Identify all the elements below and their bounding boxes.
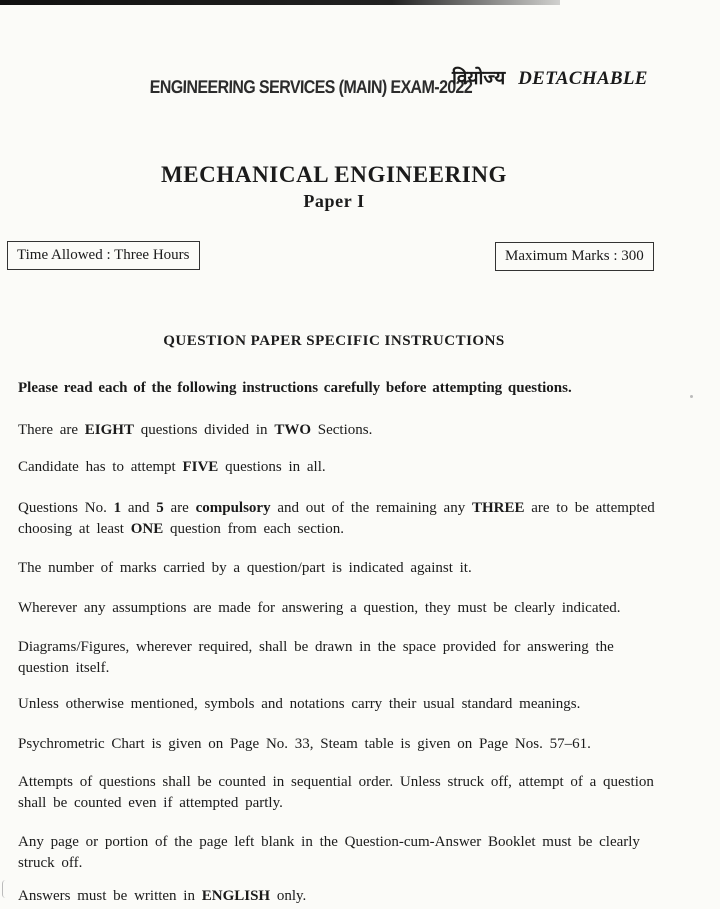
instructions-heading: QUESTION PAPER SPECIFIC INSTRUCTIONS <box>163 333 505 349</box>
detachable-english: DETACHABLE <box>518 68 648 89</box>
instruction-item: Candidate has to attempt FIVE questions in all. <box>18 459 326 475</box>
instruction-item: Wherever any assumptions are made for answering a question, they must be clearly indicated. <box>18 600 621 616</box>
exam-stamp: ENGINEERING SERVICES (MAIN) EXAM-2022 <box>149 78 473 98</box>
detachable-label <box>452 64 648 90</box>
instruction-item: There are EIGHT questions divided in TWO Sections. <box>18 422 373 438</box>
read-notice: Please read each of the following instructions carefully before attempting questions. <box>18 380 572 396</box>
scan-speck <box>690 395 693 398</box>
instruction-item: Attempts of questions shall be counted in sequential order. Unless struck off, attempt of a question shall be counted even if attempted partly. <box>18 774 654 811</box>
instruction-item: Answers must be written in ENGLISH only. <box>18 888 307 904</box>
top-border-rule <box>0 0 560 5</box>
scan-edge-mark <box>2 880 9 898</box>
detachable-hindi: वियोज्य <box>452 67 506 89</box>
instruction-item: Questions No. 1 and 5 are compulsory and out of the remaining any THREE are to be attempted choosing at least ONE question from each section. <box>18 500 655 537</box>
instruction-item: Diagrams/Figures, wherever required, shall be drawn in the space provided for answering the question itself. <box>18 639 614 676</box>
instruction-item: Unless otherwise mentioned, symbols and notations carry their usual standard meanings. <box>18 696 581 712</box>
time-allowed-box: Time Allowed : Three Hours <box>7 241 200 270</box>
instruction-item: The number of marks carried by a question/part is indicated against it. <box>18 560 472 576</box>
instruction-item: Psychrometric Chart is given on Page No. 33, Steam table is given on Page Nos. 57–61. <box>18 736 591 752</box>
paper-title: Paper I <box>303 191 365 211</box>
maximum-marks-box: Maximum Marks : 300 <box>495 242 654 271</box>
subject-title: MECHANICAL ENGINEERING <box>160 162 508 187</box>
instruction-item: Any page or portion of the page left blank in the Question-cum-Answer Booklet must be clearly struck off. <box>18 834 640 871</box>
